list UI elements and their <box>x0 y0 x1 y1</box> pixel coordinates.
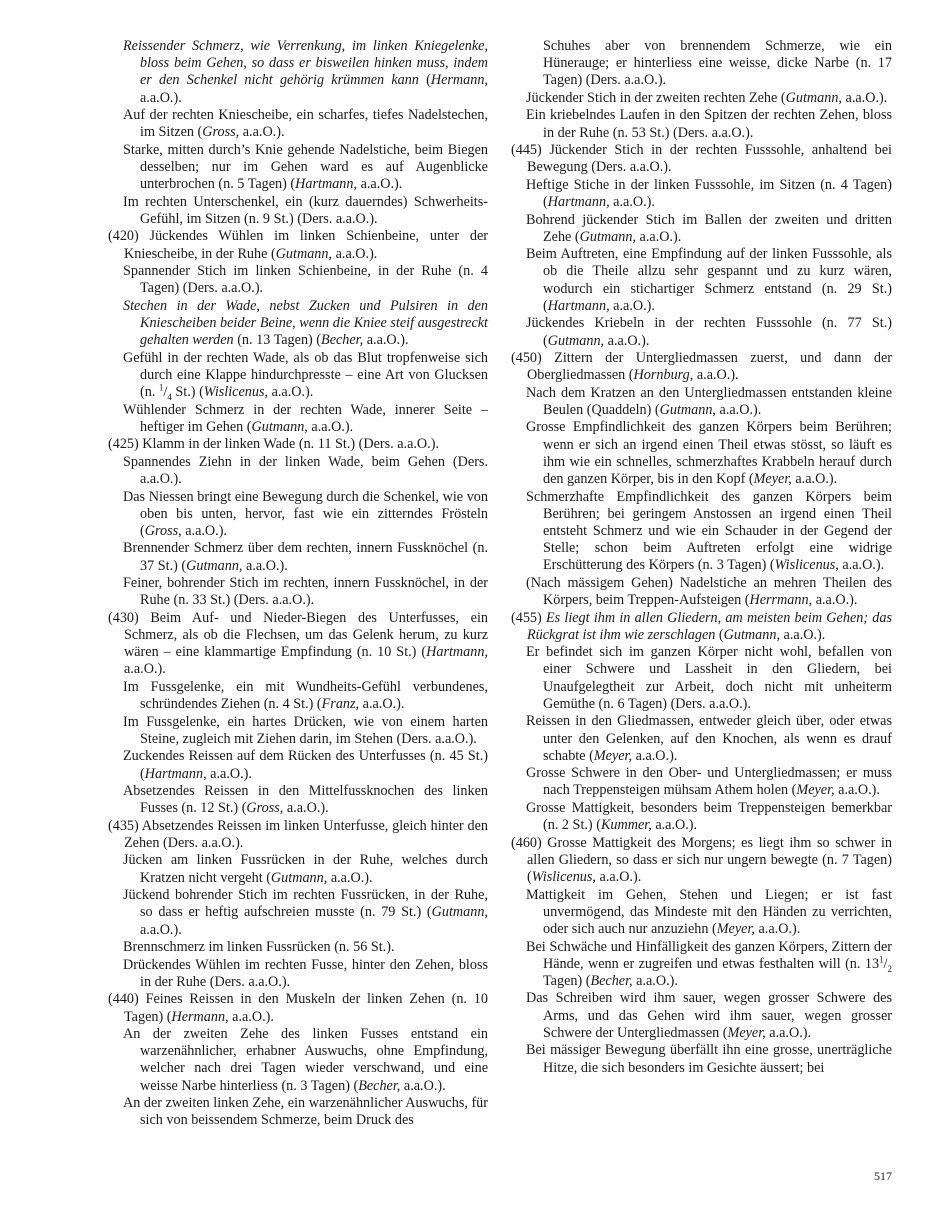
right-column <box>511 38 892 1077</box>
entry-drueckendes-wuehlen: Drückendes Wühlen im rechten Fusse, hinter den Zehen, bloss in der Ruhe (Ders. a.a.O.). <box>123 956 488 990</box>
entry-schwaeche: Bei Schwäche und Hinfälligkeit des ganzen Körpers, Zittern der Hände, wenn er zugreifen und etwas festhalten will (n. $13^1/_2$ Tagen) (Becher, a.a.O.). <box>526 938 892 989</box>
entry-450: (450) Zittern der Untergliedmassen zuerst, und dann der Obergliedmassen (Hornburg, a.a.O.). <box>511 350 892 384</box>
entry-nicht-wohl: Er befindet sich im ganzen Körper nicht wohl, befallen von einer Schwere und Lassheit in den Gliedern, bei Unaufgelegtheit zur Arbeit, doch nicht mit unheiterm Gemüthe (n. 6 Tagen) (Ders. a.a.O.). <box>526 644 892 712</box>
entry-niessen: Das Niessen bringt eine Bewegung durch die Schenkel, wie von oben bis unten, hervor, fast wie ein zitterndes Frösteln (Gross, a.a.O.). <box>123 488 488 539</box>
entry-mittelfuss: Absetzendes Reissen in den Mittelfussknochen des linken Fusses (n. 12 St.) (Gross, a.a.O.). <box>123 783 488 817</box>
entry-430: (430) Beim Auf- und Nieder-Biegen des Unterfusses, ein Schmerz, als ob die Flechsen, um das Gelenk herum, zu kurz wären – eine klammartige Empfindung (n. 10 St.) (Hartmann, a.a.O.). <box>108 609 488 678</box>
entry-grosse-mattigkeit: Grosse Mattigkeit, besonders beim Treppensteigen bemerkbar (n. 2 St.) (Kummer, a.a.O.). <box>526 799 892 834</box>
entry-bohrender-stich-fussruecken: Jückend bohrender Stich im rechten Fussrücken, in der Ruhe, so dass er heftig aufschreien musste (n. 79 St.) (Gutmann, a.a.O.). <box>123 887 488 938</box>
entry-brennender-schmerz: Brennender Schmerz über dem rechten, innern Fussknöchel (n. 37 St.) (Gutmann, a.a.O.). <box>123 540 488 574</box>
entry-grosse-schwere: Grosse Schwere in den Ober- und Untergliedmassen; er muss nach Treppensteigen mühsam Athem holen (Meyer, a.a.O.). <box>526 765 892 799</box>
entry-schmerzhafte-empfindlichkeit: Schmerzhafte Empfindlichkeit des ganzen Körpers beim Berühren; bei geringem Anstossen an irgend einen Theil entsteht Schmerz und wie ein Schauder in der Gegend der Stelle; schon beim Auftreten erfolgt eine widrige Erschütterung des Körpers (n. 3 Tagen) (Wislicenus, a.a.O.). <box>526 488 892 574</box>
entry-continuation: Schuhes aber von brennendem Schmerze, wie ein Hüneraugе; er hinterliess eine weisse, dicke Narbe (n. 17 Tagen) (Ders. a.a.O.). <box>543 38 892 89</box>
entry-460: (460) Grosse Mattigkeit des Morgens; es liegt ihm so schwer in allen Gliedern, so dass er sich nur ungern bewegte (n. 7 Tagen) (Wislicenus, a.a.O.). <box>511 834 892 886</box>
entry-spannendes-ziehn: Spannendes Ziehn in der linken Wade, beim Gehen (Ders. a.a.O.). <box>123 453 488 488</box>
entry-schienbein-stich: Spannender Stich im linken Schienbeine, in der Ruhe (n. 4 Tagen) (Ders. a.a.O.). <box>123 263 488 297</box>
entry-juecken-fussruecken: Jücken am linken Fussrücken in der Ruhe, welches durch Kratzen nicht vergeht (Gutmann, a.a.O.). <box>123 852 488 886</box>
left-column <box>108 38 488 1130</box>
entry-wuehlender-schmerz: Wühlender Schmerz in der rechten Wade, innerer Seite – heftiger im Gehen (Gutmann, a.a.O.). <box>123 401 488 435</box>
entry-kniescheibe: Auf der rechten Kniescheibe, ein scharfes, tiefes Nadelstechen, im Sitzen (Gross, a.a.O.). <box>123 107 488 141</box>
entry-unterschenkel: Im rechten Unterschenkel, ein (kurz dauerndes) Schwerheits-Gefühl, im Sitzen (n. 9 St.) (Ders. a.a.O.). <box>123 193 488 227</box>
page-number: 517 <box>874 1169 892 1183</box>
entry-wade-blut: Gefühl in der rechten Wade, als ob das Blut tropfenweise sich durch eine Klappe hindurchpresste – eine Art von Glucksen (n. $^1/_4$ St.) (Wislicenus, a.a.O.). <box>123 349 488 402</box>
entry-kriebelndes-laufen: Ein kriebelndes Laufen in den Spitzen der rechten Zehen, bloss in der Ruhe (n. 53 St.) (Ders. a.a.O.). <box>526 107 892 141</box>
entry-bohrender-stich: Feiner, bohrender Stich im rechten, innern Fussknöchel, in der Ruhe (n. 33 St.) (Ders. a.a.O.). <box>123 575 488 609</box>
entry-zweite-zehe: An der zweiten linken Zehe, ein warzenähnlicher Auswuchs, für sich von beissendem Schmerze, beim Druck des <box>123 1095 488 1129</box>
entry-stich-zweite-zehe: Jückender Stich in der zweiten rechten Zehe (Gutmann, a.a.O.). <box>526 89 888 106</box>
entry-455: (455) Es liegt ihm in allen Gliedern, am meisten beim Gehen; das Rückgrat ist ihm wie zerschlagen (Gutmann, a.a.O.). <box>511 609 892 643</box>
entry-425: (425) Klamm in der linken Wade (n. 11 St.) (Ders. a.a.O.). <box>108 436 439 453</box>
entry-schreiben: Das Schreiben wird ihm sauer, wegen grosser Schwere des Arms, und das Gehen wird ihm sauer, wegen grosser Schwere der Untergliedmassen (Meyer, a.a.O.). <box>526 990 892 1041</box>
entry-brennschmerz: Brennschmerz im linken Fussrücken (n. 56 St.). <box>123 939 395 956</box>
entry-grosse-empfindlichkeit: Grosse Empfindlichkeit des ganzen Körpers beim Berühren; wenn er sich an irgend einen Theil etwas stösst, so läuft es ihm wie ein schnelles, schmerzhaftes Krabbeln herauf durch den ganzen Körper, bis in den Kopf (Meyer, a.a.O.). <box>526 419 892 488</box>
entry-fussgelenk-ziehen: Im Fussgelenke, ein mit Wundheits-Gefühl verbundenes, schründendes Ziehen (n. 4 St.) (Franz, a.a.O.). <box>123 678 488 713</box>
entry-420: (420) Jückendes Wühlen im linken Schienbeine, unter der Kniescheibe, in der Ruhe (Gutmann, a.a.O.). <box>108 228 488 262</box>
entry-heftige-stiche: Heftige Stiche in der linken Fusssohle, im Sitzen (n. 4 Tagen) (Hartmann, a.a.O.). <box>526 176 892 211</box>
entry-bohrend-juckender-stich: Bohrend jückender Stich im Ballen der zweiten und dritten Zehe (Gutmann, a.a.O.). <box>526 211 892 245</box>
entry-reissender-schmerz: Reissender Schmerz, wie Verrenkung, im linken Kniegelenke, bloss beim Gehen, so dass er bisweilen hinken muss, indem er den Schenkel nicht gehörig krümmen kann (Hermann, a.a.O.). <box>123 38 488 106</box>
entry-fussgelenk-druecken: Im Fussgelenke, ein hartes Drücken, wie von einem harten Steine, zugleich mit Ziehen darin, im Stehen (Ders. a.a.O.). <box>123 713 488 747</box>
entry-warzen-auswuchs: An der zweiten Zehe des linken Fusses entstand ein warzenähnlicher, erhabner Auswuchs, ohne Empfindung, welcher nach drei Tagen wieder verschwand, und eine weisse Narbe hinterliess (n. 3 Tagen) (Becher, a.a.O.). <box>123 1026 488 1094</box>
entry-maessige-bewegung: Bei mässiger Bewegung überfällt ihn eine grosse, unerträgliche Hitze, die sich besonders im Gesichte äussert; bei <box>526 1042 892 1076</box>
entry-beim-auftreten: Beim Auftreten, eine Empfindung auf der linken Fusssohle, als ob die Theile allzu sehr gespannt und zu kurz wären, wodurch ein stichartiger Schmerz entstand (n. 29 St.) (Hartmann, a.a.O.). <box>526 246 892 314</box>
entry-reissen-gliedmassen: Reissen in den Gliedmassen, entweder gleich über, oder etwas unter den Gelenken, auf den Knochen, als wenn es drauf schabte (Meyer, a.a.O.). <box>526 713 892 764</box>
entry-kratzen-beulen: Nach dem Kratzen an den Untergliedmassen entstanden kleine Beulen (Quaddeln) (Gutmann, a.a.O.). <box>526 384 892 418</box>
entry-440: (440) Feines Reissen in den Muskeln der linken Zehen (n. 10 Tagen) (Hermann, a.a.O.). <box>108 991 488 1025</box>
entry-zuckendes-reissen: Zuckendes Reissen auf dem Rücken des Unterfusses (n. 45 St.) (Hartmann, a.a.O.). <box>123 748 488 782</box>
entry-nadelstiche-treppen: (Nach mässigem Gehen) Nadelstiche an mehren Theilen des Körpers, beim Treppen-Aufsteigen (Herrmann, a.a.O.). <box>526 574 892 609</box>
entry-stechen-wade: Stechen in der Wade, nebst Zucken und Pulsiren in den Kniescheiben beider Beine, wenn die Kniee steif ausgestreckt gehalten werden (n. 13 Tagen) (Becher, a.a.O.). <box>123 297 488 349</box>
entry-445: (445) Jückender Stich in der rechten Fusssohle, anhaltend bei Bewegung (Ders. a.a.O.). <box>511 142 892 176</box>
entry-nadelstiche-knie: Starke, mitten durch’s Knie gehende Nadelstiche, beim Biegen desselben; nur im Gehen ward es auf Augenblicke unterbrochen (n. 5 Tagen) (Hartmann, a.a.O.). <box>123 141 488 193</box>
entry-mattigkeit-gehen: Mattigkeit im Gehen, Stehen und Liegen; er ist fast unvermögend, das Mindeste mit den Händen zu verrichten, oder sich auch nur anzuziehn (Meyer, a.a.O.). <box>526 886 892 937</box>
entry-jueckendes-kriebeln: Jückendes Kriebeln in der rechten Fusssohle (n. 77 St.) (Gutmann, a.a.O.). <box>526 315 892 349</box>
entry-435: (435) Absetzendes Reissen im linken Unterfusse, gleich hinter den Zehen (Ders. a.a.O.). <box>108 817 488 851</box>
